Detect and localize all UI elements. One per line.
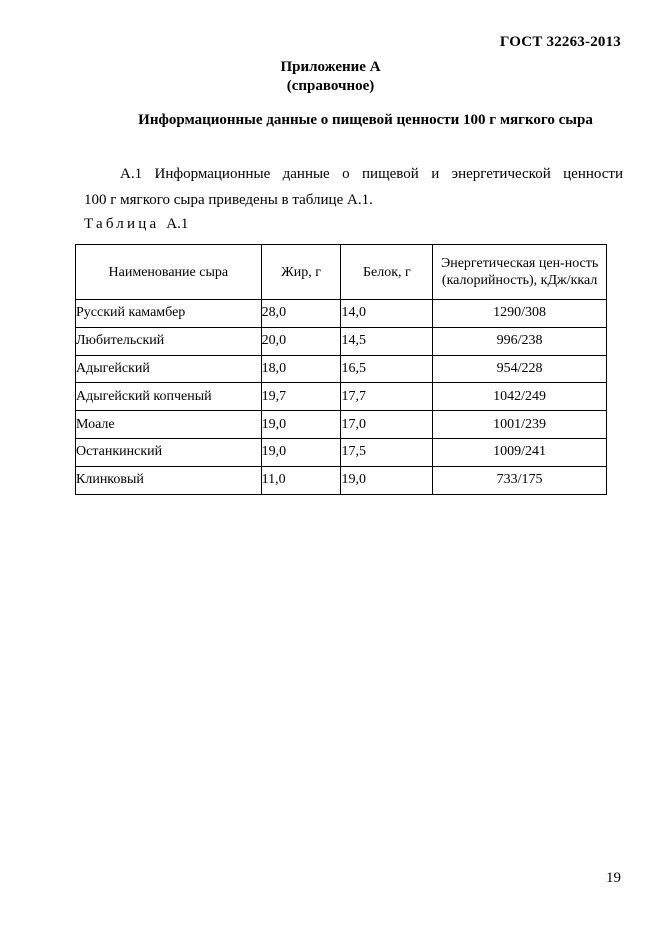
cell-cheese-name: Русский камамбер <box>76 300 262 328</box>
cell-energy: 1009/241 <box>433 438 607 466</box>
cell-fat: 19,7 <box>261 383 341 411</box>
table-caption-number: А.1 <box>166 216 189 232</box>
cell-protein: 17,7 <box>341 383 433 411</box>
cell-cheese-name: Адыгейский <box>76 355 262 383</box>
table-header-row <box>76 245 607 300</box>
table-row <box>76 383 607 411</box>
section-heading-text: Информационные данные о пищевой ценности 100 г мягкого сыра <box>138 112 593 128</box>
cell-protein: 14,0 <box>341 300 433 328</box>
cell-fat: 20,0 <box>261 327 341 355</box>
document-standard-number: ГОСТ 32263-2013 <box>499 34 621 50</box>
cell-protein: 17,5 <box>341 438 433 466</box>
table-caption-word: Таблица <box>84 216 160 232</box>
cell-energy: 733/175 <box>433 466 607 494</box>
header-cheese-name: Наименование сыра <box>76 245 262 300</box>
cell-fat: 11,0 <box>261 466 341 494</box>
table-row <box>76 355 607 383</box>
cell-protein: 19,0 <box>341 466 433 494</box>
cell-cheese-name: Любительский <box>76 327 262 355</box>
table-row <box>76 300 607 328</box>
cell-protein: 16,5 <box>341 355 433 383</box>
table-row <box>76 438 607 466</box>
header-fat: Жир, г <box>261 245 341 300</box>
cell-cheese-name: Клинковый <box>76 466 262 494</box>
cell-cheese-name: Моале <box>76 411 262 439</box>
cell-protein: 14,5 <box>341 327 433 355</box>
paragraph-line-2: 100 г мягкого сыра приведены в таблице А.1. <box>84 192 373 208</box>
appendix-subtitle: (справочное) <box>286 78 375 94</box>
cell-energy: 1042/249 <box>433 383 607 411</box>
section-heading <box>0 112 661 129</box>
cell-energy: 1290/308 <box>433 300 607 328</box>
header-protein: Белок, г <box>341 245 433 300</box>
header-energy: Энергетическая цен-ность (калорийность), кДж/ккал <box>433 245 607 300</box>
cell-energy: 954/228 <box>433 355 607 383</box>
nutrition-table <box>75 244 607 495</box>
cell-energy: 1001/239 <box>433 411 607 439</box>
appendix-title: Приложение А <box>280 59 381 75</box>
cell-fat: 19,0 <box>261 411 341 439</box>
cell-fat: 28,0 <box>261 300 341 328</box>
table-row <box>76 411 607 439</box>
table-row <box>76 327 607 355</box>
table-row <box>76 466 607 494</box>
cell-fat: 18,0 <box>261 355 341 383</box>
cell-fat: 19,0 <box>261 438 341 466</box>
cell-cheese-name: Останкинский <box>76 438 262 466</box>
cell-protein: 17,0 <box>341 411 433 439</box>
appendix-title-block <box>0 58 661 96</box>
page-number: 19 <box>606 870 621 886</box>
table-caption <box>84 216 188 233</box>
cell-energy: 996/238 <box>433 327 607 355</box>
cell-cheese-name: Адыгейский копченый <box>76 383 262 411</box>
paragraph-line-1: А.1 Информационные данные о пищевой и энергетической ценности <box>120 166 623 182</box>
